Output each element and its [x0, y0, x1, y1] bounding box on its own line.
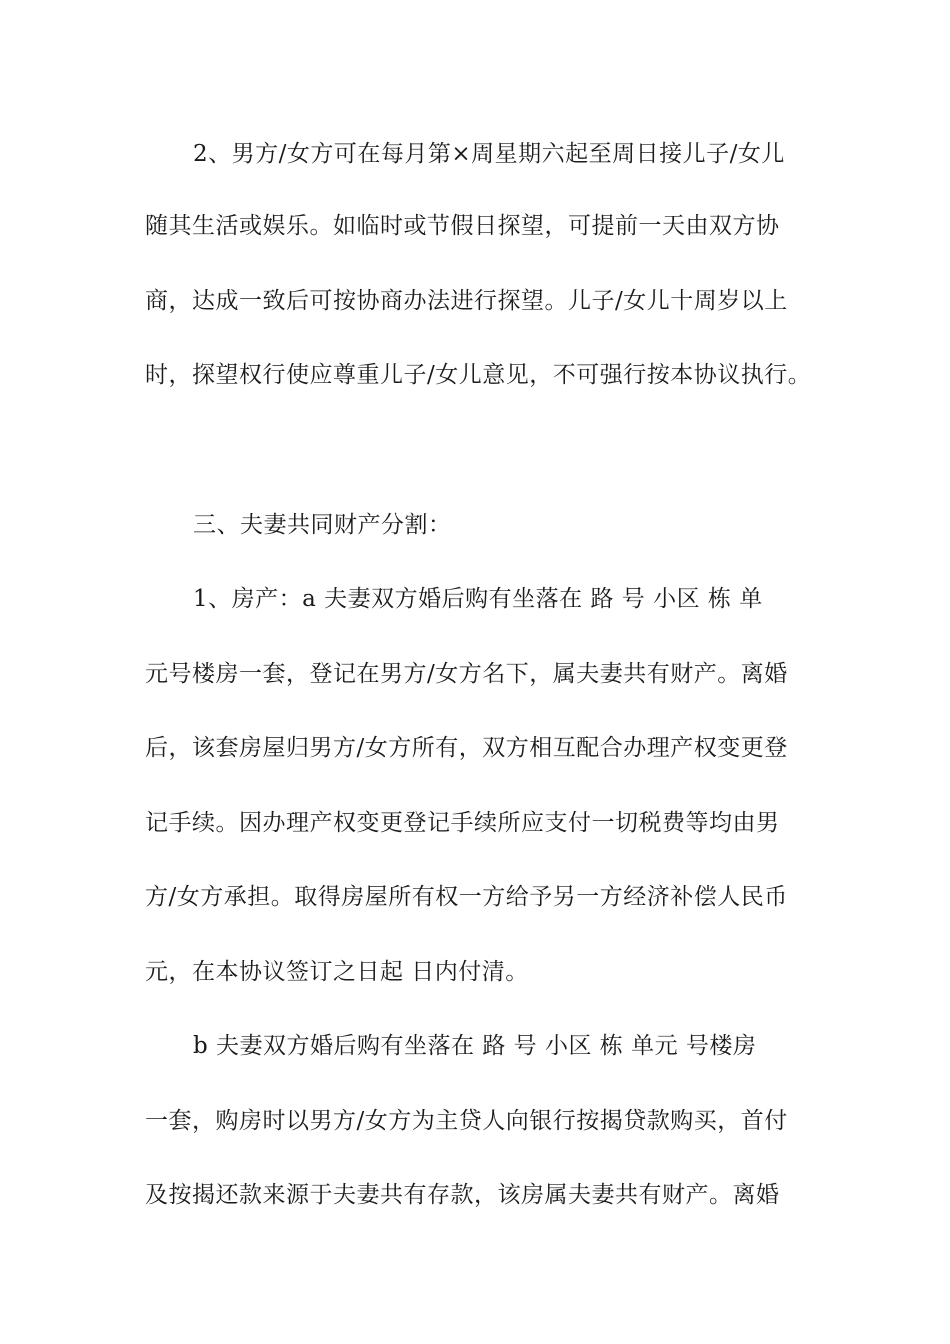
paragraph-line: 随其生活或娱乐。如临时或节假日探望，可提前一天由双方协	[145, 213, 780, 239]
paragraph-line: b 夫妻双方婚后购有坐落在 路 号 小区 栋 单元 号楼房	[193, 1033, 757, 1059]
paragraph-line: 元号楼房一套，登记在男方/女方名下，属夫妻共有财产。离婚	[145, 661, 788, 687]
paragraph-line: 及按揭还款来源于夫妻共有存款，该房属夫妻共有财产。离婚	[145, 1182, 780, 1208]
paragraph-line: 记手续。因办理产权变更登记手续所应支付一切税费等均由男	[145, 810, 780, 836]
paragraph-line: 商，达成一致后可按协商办法进行探望。儿子/女儿十周岁以上	[145, 288, 788, 314]
paragraph-line: 一套，购房时以男方/女方为主贷人向银行按揭贷款购买，首付	[145, 1108, 788, 1134]
paragraph-line: 方/女方承担。取得房屋所有权一方给予另一方经济补偿人民币	[145, 884, 788, 910]
paragraph-line: 时，探望权行使应尊重儿子/女儿意见，不可强行按本协议执行。	[145, 362, 812, 388]
paragraph-line: 2、男方/女方可在每月第×周星期六起至周日接儿子/女儿	[193, 141, 785, 167]
section-heading: 三、夫妻共同财产分割：	[193, 512, 452, 538]
paragraph-line: 1、房产：a 夫妻双方婚后购有坐落在 路 号 小区 栋 单	[193, 586, 763, 612]
paragraph-line: 后，该套房屋归男方/女方所有，双方相互配合办理产权变更登	[145, 735, 788, 761]
paragraph-line: 元，在本协议签订之日起 日内付清。	[145, 959, 529, 985]
